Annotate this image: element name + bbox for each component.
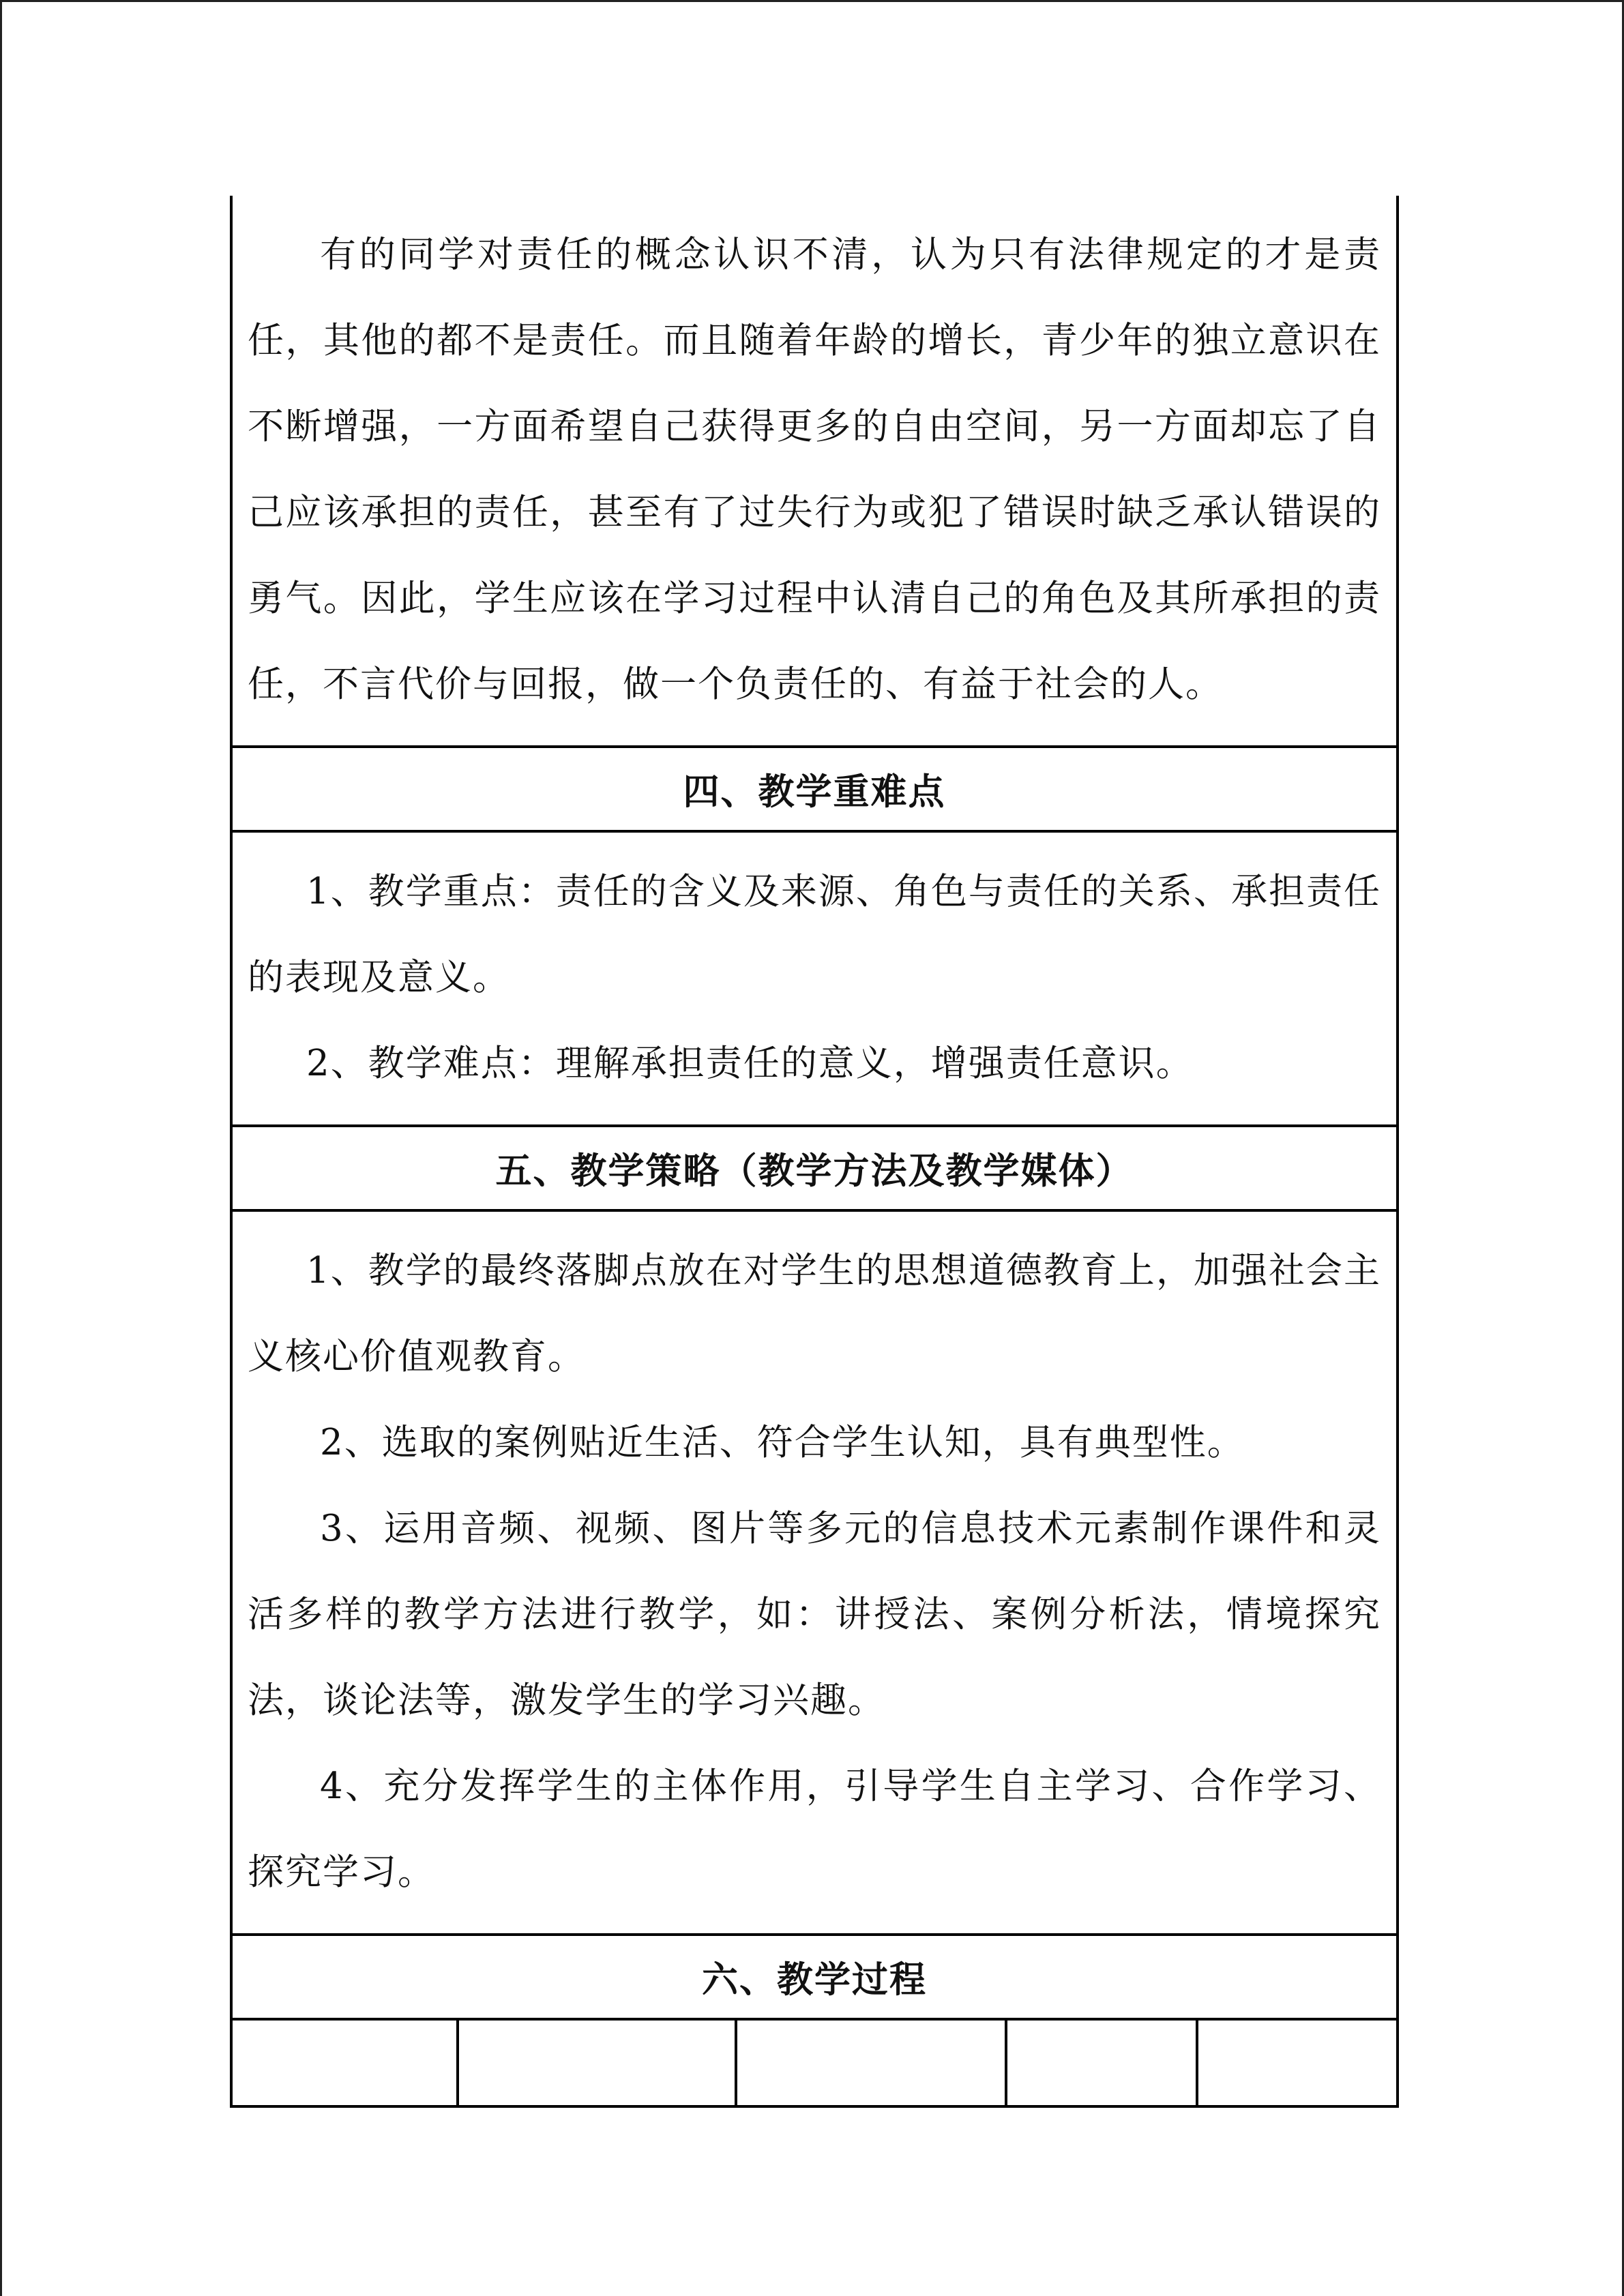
section-five-header [233,1127,1396,1212]
section-four-body [233,833,1396,1127]
page-top-border [0,0,1624,2]
process-cell-4 [1007,2021,1198,2105]
difficult-point-item: 2、教学难点：理解承担责任的意义，增强责任意识。 [306,1043,1194,1084]
strategy-item-4: 4、充分发挥学生的主体作用，引导学生自主学习、合作学习、探究学习。 [248,1765,1381,1893]
intro-paragraph: 有的同学对责任的概念认识不清，认为只有法律规定的才是责任，其他的都不是责任。而且随着年龄的增长，青少年的独立意识在不断增强，一方面希望自己获得更多的自由空间，另一方面却忘了自己应该承担的责任，甚至有了过失行为或犯了错误时缺乏承认错误的勇气。因此，学生应该在学习过程中认清自己的角色及其所承担的责任，不言代价与回报，做一个负责任的、有益于社会的人。 [248,234,1381,705]
section-four-heading: 四、教学重难点 [683,771,946,813]
lesson-plan-table [230,196,1399,2108]
section-six-heading: 六、教学过程 [702,1958,927,2001]
intro-section [233,196,1396,748]
strategy-item-2: 2、选取的案例贴近生活、符合学生认知，具有典型性。 [320,1422,1245,1463]
strategy-item-1: 1、教学的最终落脚点放在对学生的思想道德教育上，加强社会主义核心价值观教育。 [248,1250,1381,1377]
key-point-item: 1、教学重点：责任的含义及来源、角色与责任的关系、承担责任的表现及意义。 [248,871,1381,998]
strategy-item-3: 3、运用音频、视频、图片等多元的信息技术元素制作课件和灵活多样的教学方法进行教学，如：讲授法、案例分析法，情境探究法，谈论法等，激发学生的学习兴趣。 [248,1508,1381,1721]
section-four-header [233,748,1396,833]
section-five-heading: 五、教学策略（教学方法及教学媒体） [495,1150,1134,1192]
process-cell-5 [1198,2021,1391,2105]
process-table-row [233,2021,1396,2108]
section-five-body [233,1212,1396,1936]
section-six-header [233,1936,1396,2021]
process-cell-3 [737,2021,1007,2105]
page-left-border [0,0,2,2296]
process-cell-1 [233,2021,459,2105]
process-cell-2 [459,2021,737,2105]
